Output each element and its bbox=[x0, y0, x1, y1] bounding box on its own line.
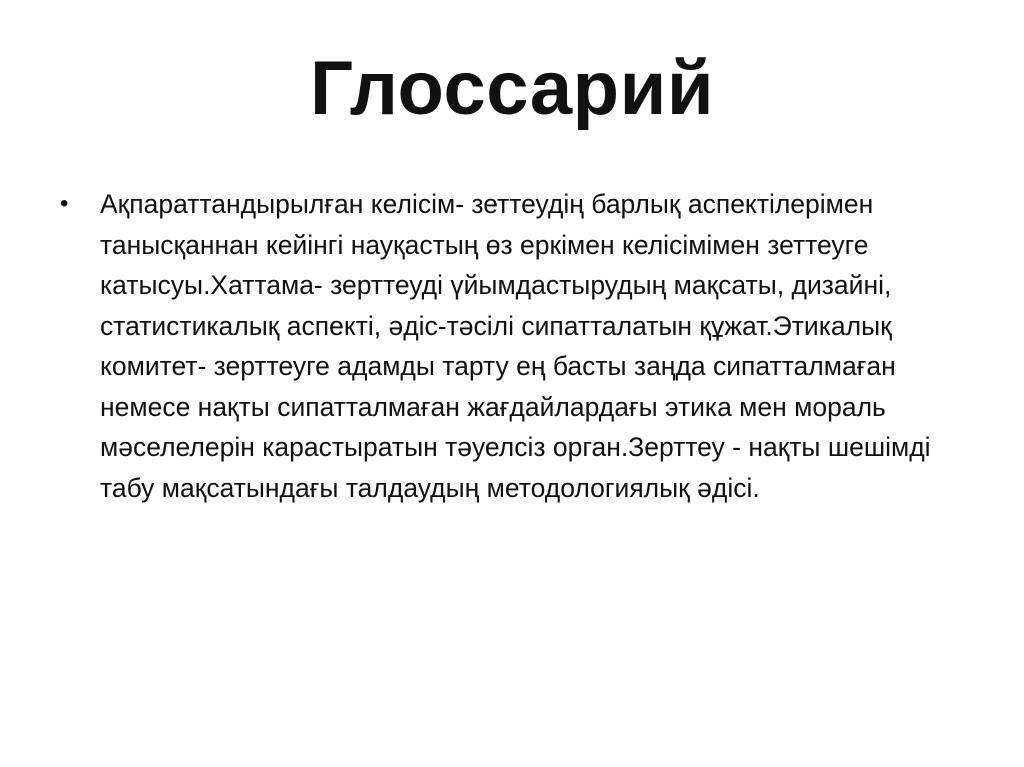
bullet-marker: • bbox=[60, 190, 69, 217]
slide-title: Глоссарий bbox=[309, 46, 715, 131]
list-item bbox=[60, 184, 965, 508]
bullet-text: Ақпараттандырылған келісім- зеттеудің барлық аспектілерімен танысқаннан кейінгі науқастың өз еркімен келісімімен зеттеуге катысуы.Хаттама- зерттеуді үйымдастырудың мақсаты, дизайні, статистикалық аспекті, әдіс-тәсілі сипатталатын құжат.Этикалық комитет- зерттеуге адамды тарту ең басты заңда сипатталмаған немесе нақты сипатталмаған жағдайлардағы этика мен мораль мәселелерін карастыратын тәуелсіз орган.Зерттеу - нақты шешімді табу мақсатындағы талдаудың методологиялық әдісі. bbox=[100, 189, 931, 503]
bullet-list bbox=[60, 184, 965, 508]
